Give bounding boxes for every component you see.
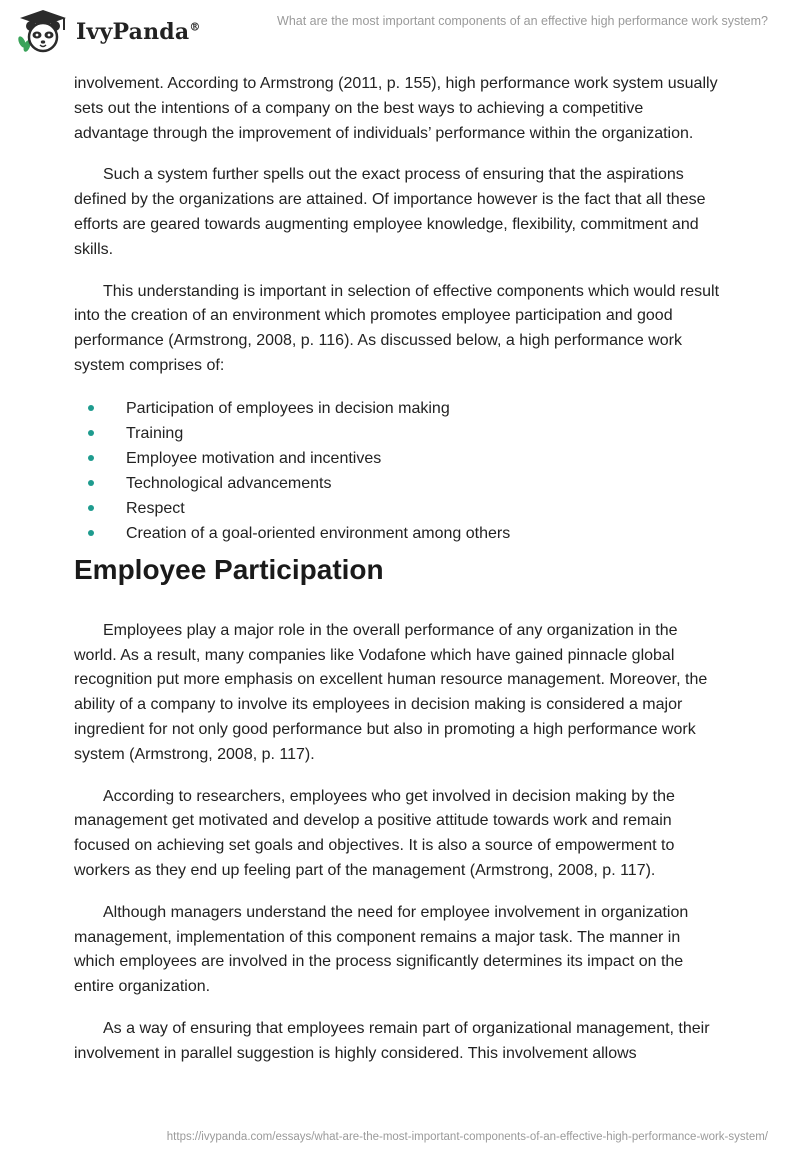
section-heading: Employee Participation [74,553,384,585]
brand-name: IvyPanda® [76,19,201,45]
paragraph: Although managers understand the need for employee involvement in organization management, implementation of this component remains a major task. The manner in which employees are involved in the process significantly determines its impact on the entire organization. [74,903,689,996]
bullet-icon [88,480,94,486]
paragraph: This understanding is important in selection of effective components which would result into the creation of an environment which promotes employee participation and good performance (Armstrong, 2008, p. 116). As discussed below, a high performance work system comprises of: [74,282,720,374]
paragraph: Employees play a major role in the overall performance of any organization in the world. As a result, many companies like Vodafone which have gained pinnacle global recognition put more emphasis on excellent human resource management. Moreover, the ability of a company to involve its employees in decision making is considered a major ingredient for not only good performance but also in promoting a high performance work system (Armstrong, 2008, p. 117). [74,621,708,763]
list-item: Creation of a goal-oriented environment among others [74,521,720,546]
bullet-icon [88,455,94,461]
list-item: Technological advancements [74,471,720,496]
paragraph: According to researchers, employees who get involved in decision making by the management get motivated and develop a positive attitude towards work and remain focused on achieving set goals and objectives. It is also a source of empowerment to workers as they end up feeling part of the management (Armstrong, 2008, p. 117). [74,787,675,879]
list-item: Employee motivation and incentives [74,446,720,471]
bullet-icon [88,505,94,511]
bullet-icon [88,430,94,436]
essay-title: What are the most important components of an effective high performance work system? [277,14,768,28]
source-url[interactable]: https://ivypanda.com/essays/what-are-the-most-important-components-of-an-effective-high-performance-work-system/ [166,1131,768,1143]
paragraph: As a way of ensuring that employees remain part of organizational management, their involvement in parallel suggestion is highly considered. This involvement allows [74,1019,710,1062]
paragraph: Such a system further spells out the exact process of ensuring that the aspirations defined by the organizations are attained. Of importance however is the fact that all these efforts are geared towards augmenting employee knowledge, flexibility, commitment and skills. [74,166,706,258]
page-header [0,0,800,62]
ivypanda-logo[interactable] [14,8,201,56]
panda-graduate-icon [14,8,72,56]
components-list [74,396,720,546]
list-item: Training [74,421,720,446]
bullet-icon [88,530,94,536]
bullet-icon [88,405,94,411]
paragraph: involvement. According to Armstrong (2011, p. 155), high performance work system usually sets out the intentions of a company on the best ways to achieving a competitive advantage through the improvement of individuals’ performance within the organization. [74,75,718,142]
list-item: Participation of employees in decision making [74,396,720,421]
essay-content [74,72,720,1084]
list-item: Respect [74,496,720,521]
